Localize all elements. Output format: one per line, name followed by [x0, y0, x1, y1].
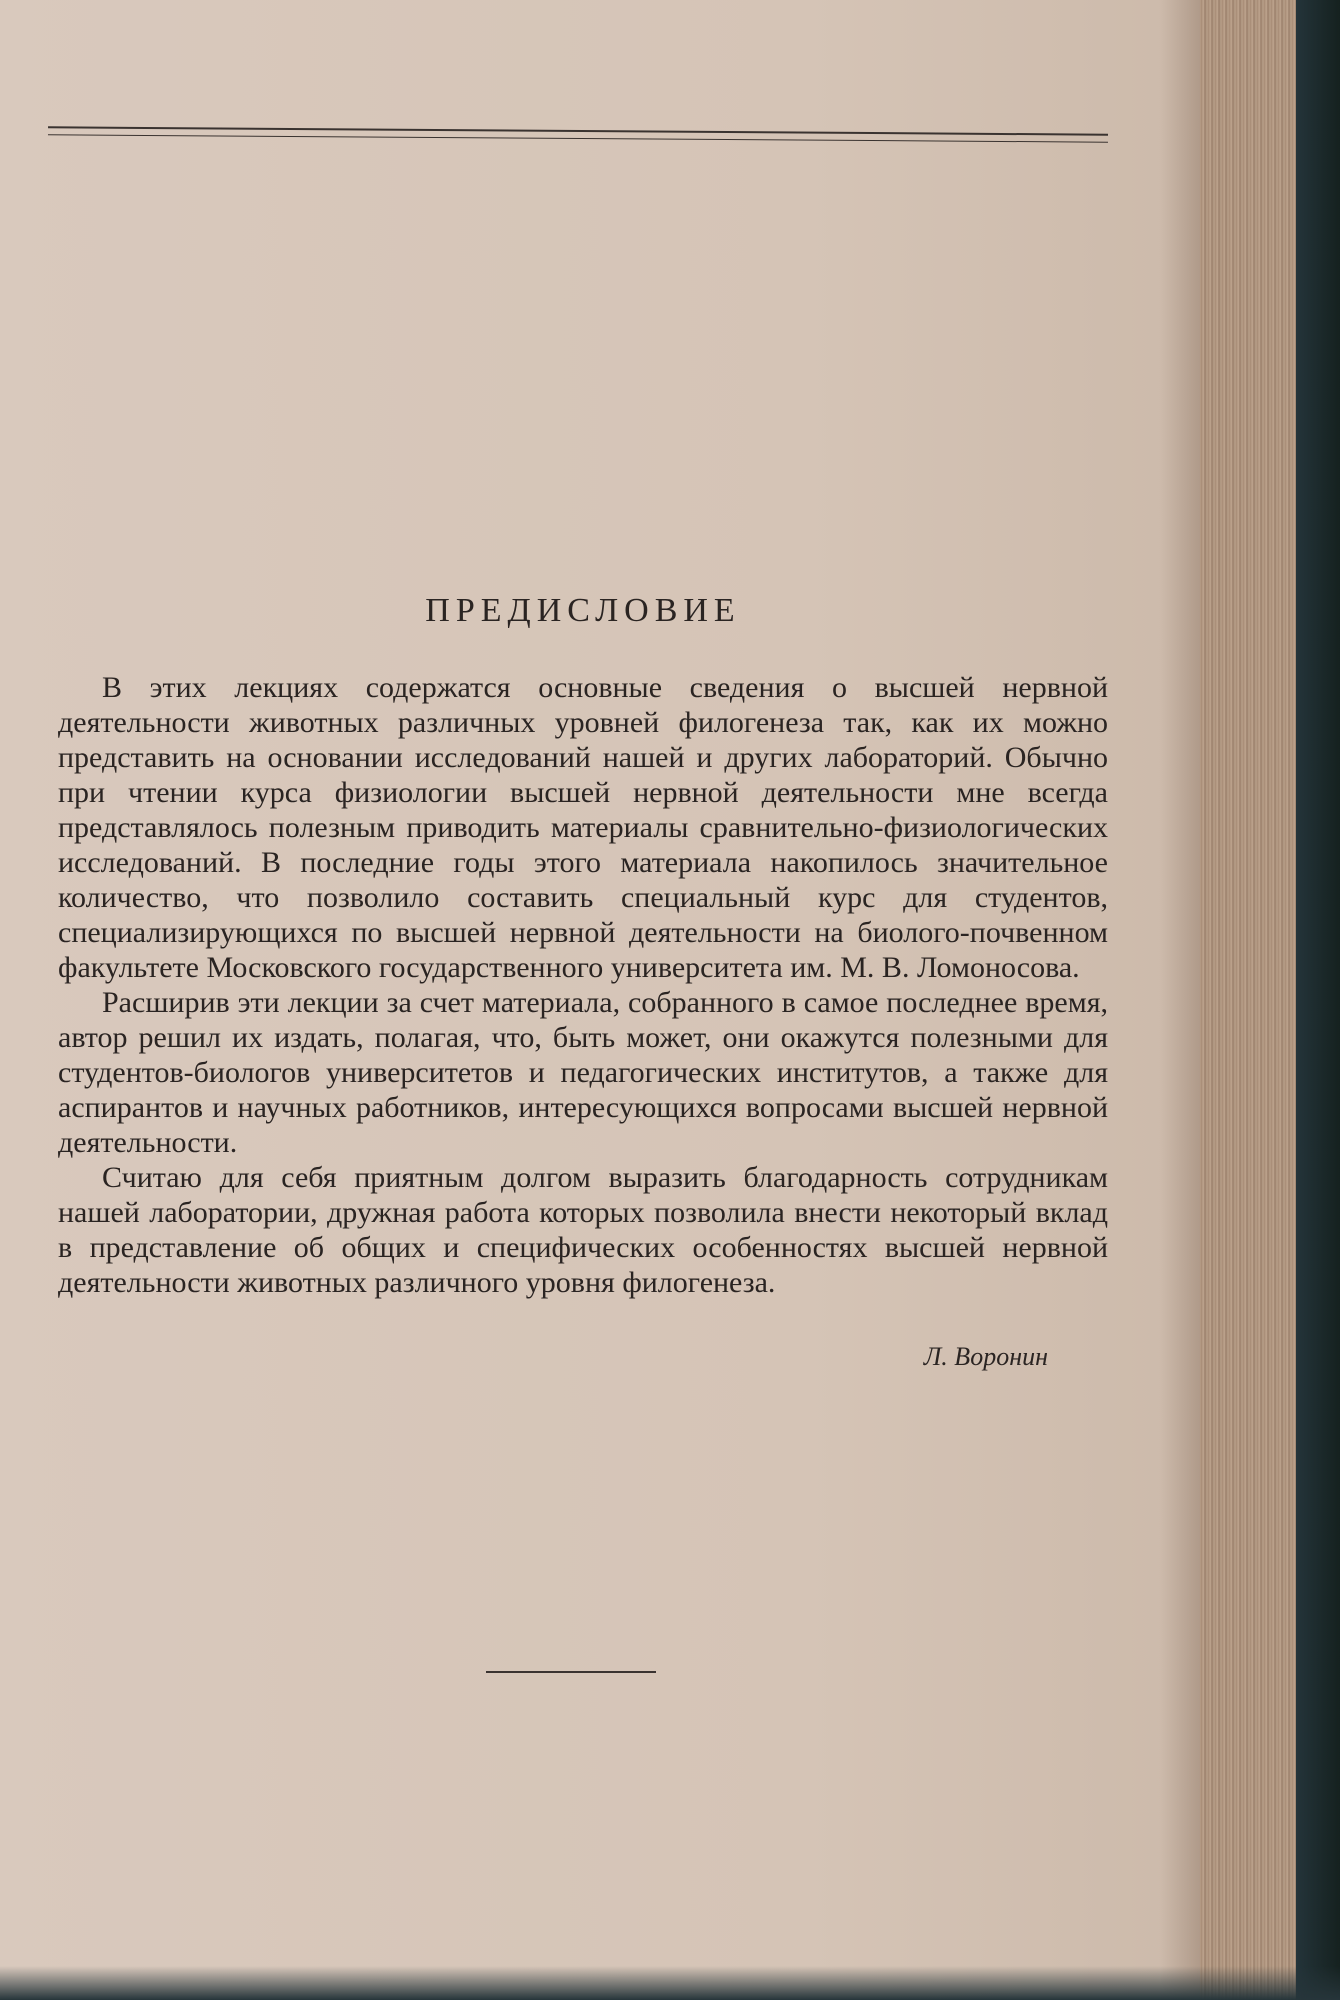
bottom-rule-divider — [486, 1671, 656, 1673]
author-signature: Л. Воронин — [923, 1342, 1048, 1371]
preface-heading: ПРЕДИСЛОВИЕ — [425, 592, 741, 629]
book-cover-edge — [1296, 0, 1340, 2000]
preface-paragraph-3: Считаю для себя приятным долгом выразить благодарность сотрудникам нашей лаборатории, дружная работа которых позволила внести некоторый вклад в представление об общих и специфических особенностях высшей нервной деятельности животных различного уровня филогенеза. — [58, 1161, 1108, 1299]
preface-paragraph-2: Расширив эти лекции за счет материала, собранного в самое последнее время, автор решил их издать, полагая, что, быть может, они окажутся полезными для студентов-биологов университетов и педагогических институтов, а также для аспирантов и научных работников, интересующихся вопросами высшей нервной деятельности. — [58, 986, 1108, 1159]
bottom-shadow — [0, 1966, 1340, 2000]
top-rule-divider — [48, 126, 1108, 142]
book-page-edges — [1200, 0, 1296, 2000]
preface-text-block — [58, 592, 1108, 1372]
preface-paragraph-1: В этих лекциях содержатся основные сведения о высшей нервной деятельности животных различных уровней филогенеза так, как их можно представить на основании исследований нашей и других лабораторий. Обычно при чтении курса физиологии высшей нервной деятельности мне всегда представлялось полезным приводить материалы сравнительно-физиологических исследований. В последние годы этого материала накопилось значительное количество, что позволило составить специальный курс для студентов, специализирующихся по высшей нервной деятельности на биолого-почвенном факультете Московского государственного университета им. М. В. Ломоносова. — [58, 671, 1108, 984]
book-page — [8, 0, 1198, 1990]
